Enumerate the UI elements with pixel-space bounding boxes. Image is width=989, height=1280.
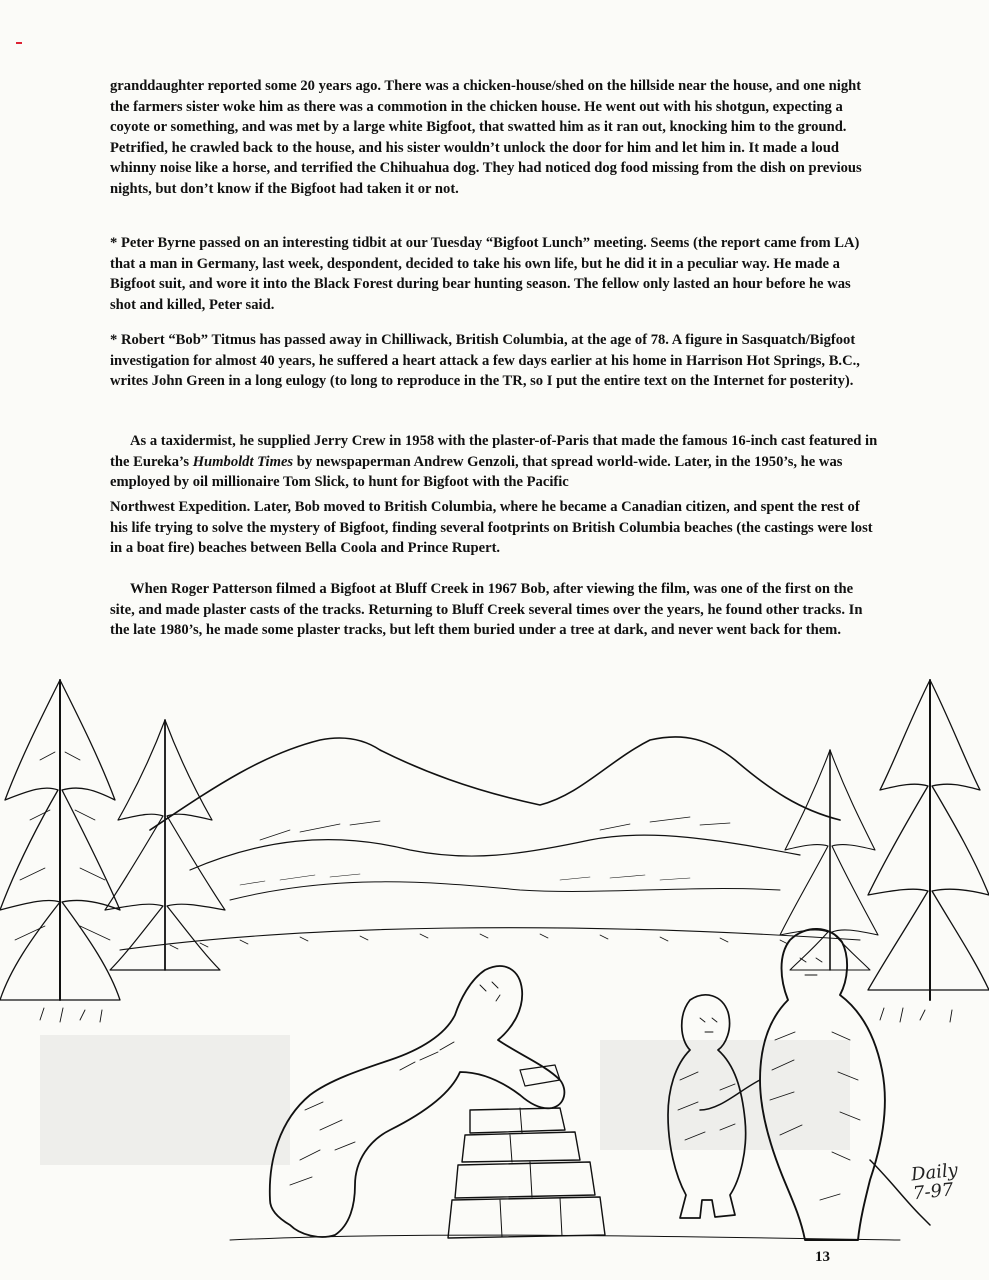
paragraph-text: When Roger Patterson filmed a Bigfoot at Bluff Creek in 1967 Bob, after viewing the film, was one of the first on the site, and made plaster casts of the tracks. Returning to Bluff Creek several times over the years, he found other tracks. In the late 1980’s, he made some plaster tracks, but left them buried under a tree at dark, and never went back for them. <box>110 581 863 638</box>
paragraph-text: * Robert “Bob” Titmus has passed away in Chilliwack, British Columbia, at the age of 78. A figure in Sasquatch/Bigfoot investigation for almost 40 years, he suffered a heart attack a few days earlier at his home in Harrison Hot Springs, B.C., writes John Green in a long eulogy (to long to reproduce in the TR, so I put the entire text on the Internet for posterity). <box>110 332 860 389</box>
article-paragraph-chicken-house <box>110 76 880 199</box>
signature-name: Daily <box>910 1159 959 1186</box>
paragraph-text <box>110 431 880 493</box>
scan-mark <box>16 42 22 44</box>
signature-date: 7-97 <box>912 1179 955 1205</box>
page-number: 13 <box>815 1249 830 1265</box>
artist-signature <box>910 1161 961 1204</box>
article-paragraph-expedition <box>110 497 880 559</box>
paragraph-text: * Peter Byrne passed on an interesting tidbit at our Tuesday “Bigfoot Lunch” meeting. Seems (the report came from LA) that a man in Germany, last week, despondent, decided to take his own life, but he did it in a peculiar way. He made a Bigfoot suit, and wore it into the Black Forest during bear hunting season. The fellow only lasted an hour before he was shot and killed, Peter said. <box>110 235 860 313</box>
publication-name: Humboldt Times <box>192 453 294 470</box>
bigfoot-family-drawing-icon <box>0 640 989 1260</box>
text-run: As a taxidermist, he supplied Jerry Crew in 1958 with the plaster-of-Paris that made the famous 16-inch cast featured in the Eureka’s <box>110 433 878 470</box>
article-paragraph-titmus <box>110 330 880 392</box>
paragraph-text: Northwest Expedition. Later, Bob moved to British Columbia, where he became a Canadian citizen, and spent the rest of his life trying to solve the mystery of Bigfoot, finding several footprints on British Columbia beaches (the castings were lost in a boat fire) beaches between Bella Coola and Prince Rupert. <box>110 499 873 556</box>
article-paragraph-peter-byrne <box>110 233 880 315</box>
article-paragraph-taxidermist <box>110 431 880 493</box>
text-run: by newspaperman Andrew Genzoli, that spread world-wide. Later, in the 1950’s, he was employed by oil millionaire Tom Slick, to hunt for Bigfoot with the Pacific <box>110 453 843 490</box>
article-paragraph-patterson <box>110 579 880 641</box>
paragraph-text: granddaughter reported some 20 years ago. There was a chicken-house/shed on the hillside near the house, and one night the farmers sister woke him as there was a commotion in the chicken house. He went out with his shotgun, expecting a coyote or something, and was met by a large white Bigfoot, that swatted him as it ran out, knocking him to the ground. Petrified, he crawled back to the house, and his sister wouldn’t unlock the door for him and let him in. It made a loud whinny noise like a horse, and terrified the Chihuahua dog. They had noticed dog food missing from the dish on previous nights, but don’t know if the Bigfoot had taken it or not. <box>110 78 862 197</box>
